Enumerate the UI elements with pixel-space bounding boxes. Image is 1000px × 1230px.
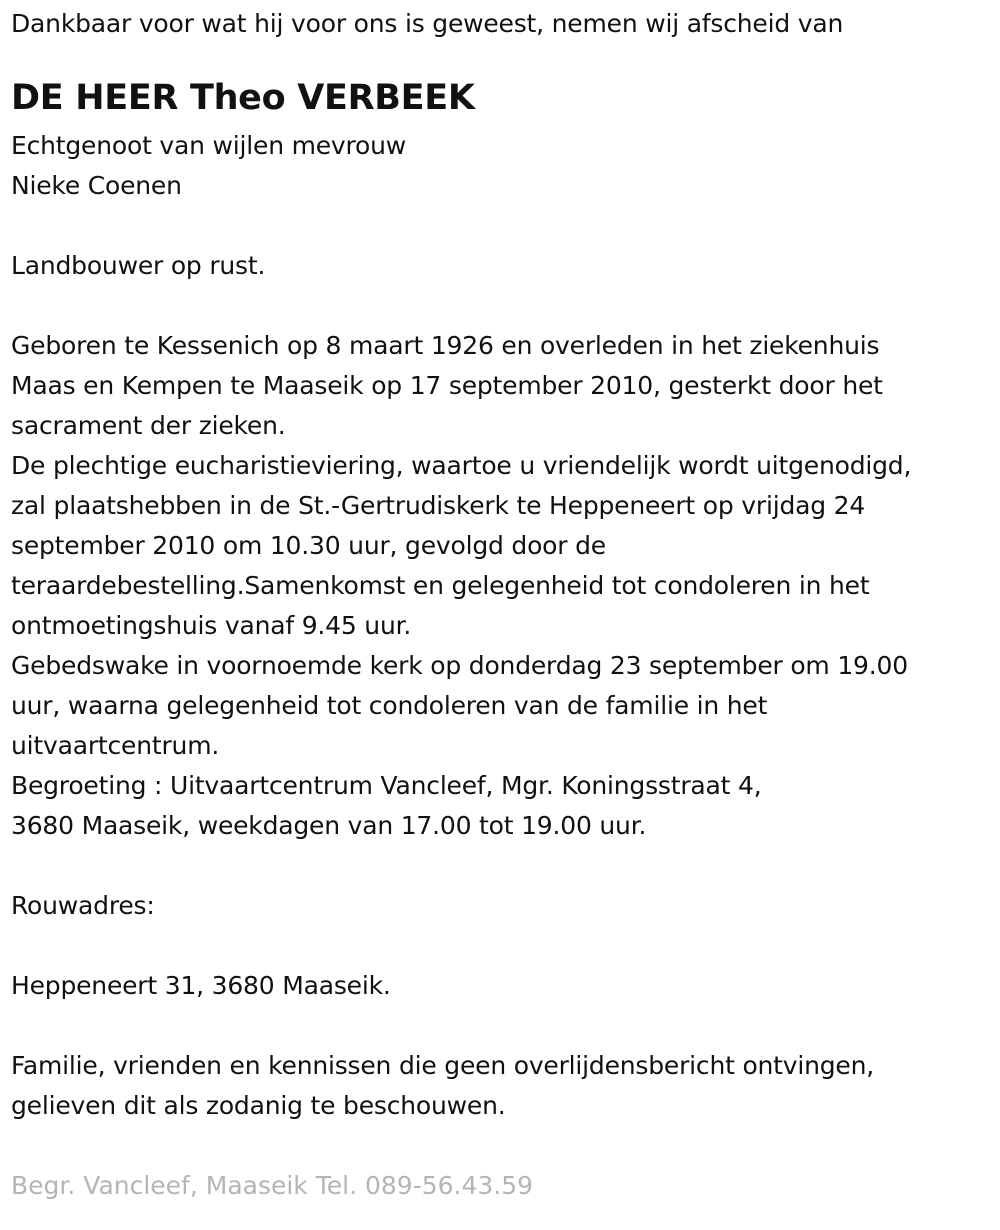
spacer bbox=[11, 1006, 996, 1046]
spacer bbox=[11, 206, 996, 246]
body-line: Begroeting : Uitvaartcentrum Vancleef, Mgr. Koningsstraat 4, bbox=[11, 771, 762, 800]
address-label: Rouwadres: bbox=[11, 891, 155, 920]
obituary-notice bbox=[11, 0, 996, 1206]
spouse-line-2: Nieke Coenen bbox=[11, 171, 182, 200]
body-line: september 2010 om 10.30 uur, gevolgd door de bbox=[11, 531, 606, 560]
body-line: Gebedswake in voornoemde kerk op donderdag 23 september om 19.00 bbox=[11, 651, 908, 680]
notice-body bbox=[11, 326, 996, 846]
body-line: De plechtige eucharistieviering, waartoe u vriendelijk wordt uitgenodigd, bbox=[11, 451, 912, 480]
address-text: Heppeneert 31, 3680 Maaseik. bbox=[11, 971, 391, 1000]
closing-line-2: gelieven dit als zodanig te beschouwen. bbox=[11, 1091, 506, 1120]
intro-text: Dankbaar voor wat hij voor ons is geweest, nemen wij afscheid van bbox=[11, 9, 844, 38]
spacer bbox=[11, 926, 996, 966]
closing-line-1: Familie, vrienden en kennissen die geen overlijdensbericht ontvingen, bbox=[11, 1051, 875, 1080]
body-line: 3680 Maaseik, weekdagen van 17.00 tot 19.00 uur. bbox=[11, 811, 647, 840]
spacer bbox=[11, 846, 996, 886]
funeral-director-footer: Begr. Vancleef, Maaseik Tel. 089-56.43.59 bbox=[11, 1171, 534, 1200]
body-line: Maas en Kempen te Maaseik op 17 september 2010, gesterkt door het bbox=[11, 371, 883, 400]
body-line: ontmoetingshuis vanaf 9.45 uur. bbox=[11, 611, 412, 640]
body-line: teraardebestelling.Samenkomst en gelegenheid tot condoleren in het bbox=[11, 571, 870, 600]
spouse-line-1: Echtgenoot van wijlen mevrouw bbox=[11, 131, 407, 160]
body-line: sacrament der zieken. bbox=[11, 411, 286, 440]
deceased-name: DE HEER Theo VERBEEK bbox=[11, 78, 475, 118]
occupation-text: Landbouwer op rust. bbox=[11, 251, 266, 280]
spacer bbox=[11, 286, 996, 326]
body-line: uur, waarna gelegenheid tot condoleren van de familie in het bbox=[11, 691, 768, 720]
body-line: zal plaatshebben in de St.-Gertrudiskerk te Heppeneert op vrijdag 24 bbox=[11, 491, 866, 520]
body-line: uitvaartcentrum. bbox=[11, 731, 220, 760]
body-line: Geboren te Kessenich op 8 maart 1926 en overleden in het ziekenhuis bbox=[11, 331, 880, 360]
